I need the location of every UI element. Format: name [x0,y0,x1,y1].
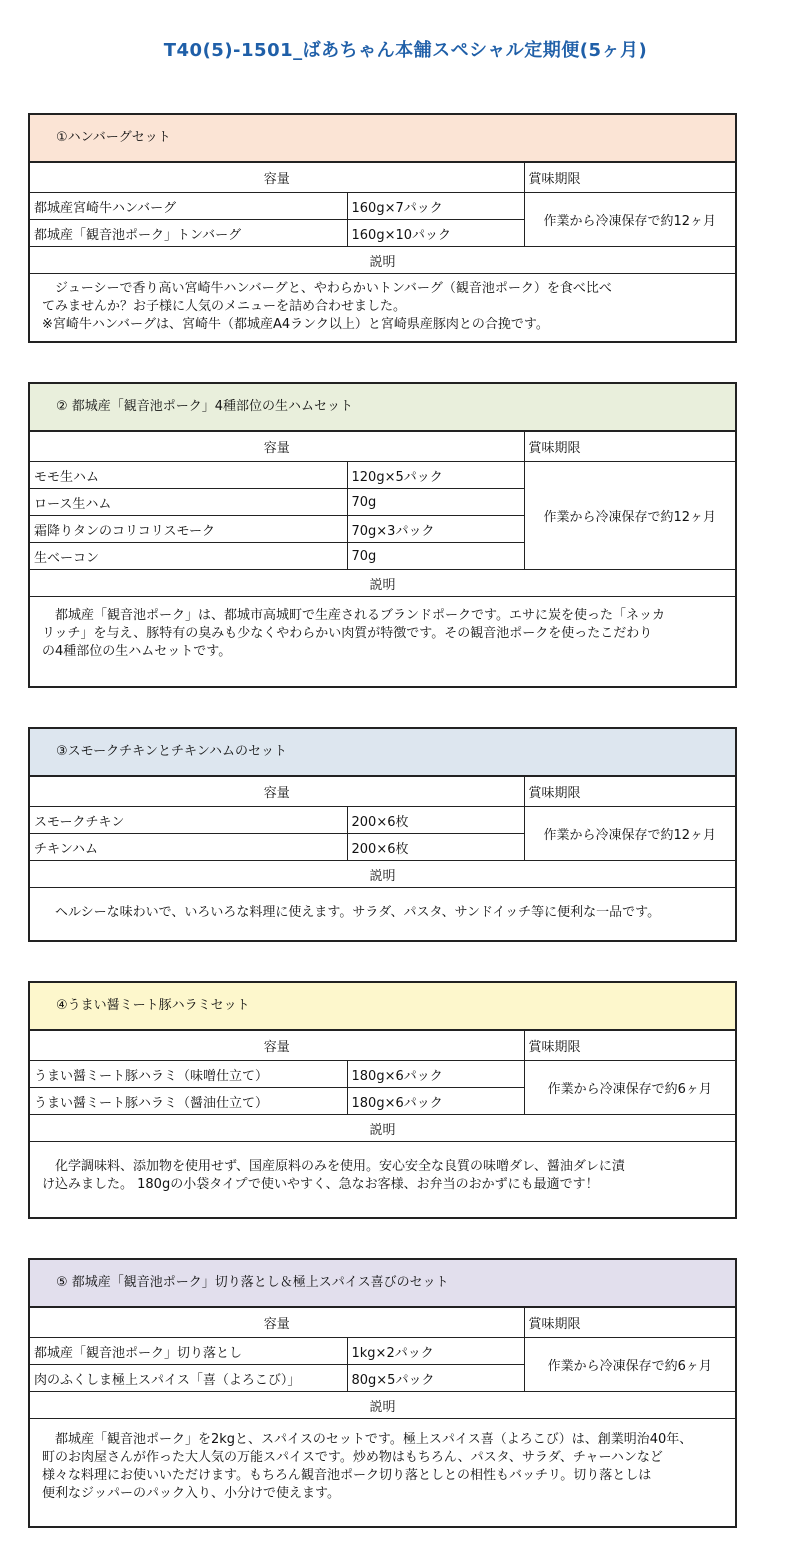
expiry-header: 賞味期限 [524,1031,735,1061]
table-row [30,193,735,220]
expiry-value: 作業から冷凍保存で約6ヶ月 [524,1338,735,1392]
item-name: ロース生ハム [30,489,347,516]
item-name: 都城産宮崎牛ハンバーグ [30,193,347,220]
expiry-value: 作業から冷凍保存で約12ヶ月 [524,807,735,861]
page-title: T40(5)-1501_ばあちゃん本舗スペシャル定期便(5ヶ月) [163,40,648,61]
capacity-header: 容量 [30,777,524,807]
section-heading: ①ハンバーグセット [30,115,735,162]
section-heading: ② 都城産「観音池ポーク」4種部位の生ハムセット [30,384,735,431]
item-name: チキンハム [30,834,347,861]
product-table [30,1307,735,1419]
section-heading: ④うまい醤ミート豚ハラミセット [30,983,735,1030]
description-header: 説明 [30,570,735,597]
item-name: 霜降りタンのコリコリスモーク [30,516,347,543]
item-amount: 70g×3パック [347,516,524,543]
product-table [30,1030,735,1142]
item-amount: 200×6枚 [347,807,524,834]
expiry-header: 賞味期限 [524,163,735,193]
item-name: うまい醤ミート豚ハラミ（味噌仕立て） [30,1061,347,1088]
item-name: モモ生ハム [30,462,347,489]
description-text: 都城産「観音池ポーク」は、都城市高城町で生産されるブランドポークです。エサに炭を使った「ネッカ リッチ」を与え、豚特有の臭みも少なくやわらかい肉質が特徴です。その観音池ポークを使ったこだわり の4種部位の生ハムセットです。 [42,608,665,659]
section-hamburg-set [28,113,737,343]
item-amount: 80g×5パック [347,1365,524,1392]
section-chicken-set [28,727,737,942]
section-namaham-set [28,382,737,688]
expiry-header: 賞味期限 [524,1308,735,1338]
section-kirioroshi-spice-set [28,1258,737,1528]
item-amount: 70g [347,489,524,516]
product-table [30,431,735,597]
expiry-header: 賞味期限 [524,777,735,807]
description-header: 説明 [30,247,735,274]
capacity-header: 容量 [30,1308,524,1338]
description-header: 説明 [30,1392,735,1419]
table-row [30,1061,735,1088]
description-text: 化学調味料、添加物を使用せず、国産原料のみを使用。安心安全な良質の味噌ダレ、醤油ダレに漬 け込みました。 180gの小袋タイプで使いやすく、急なお客様、お弁当のおかずにも最適です！ [42,1159,625,1192]
item-amount: 120g×5パック [347,462,524,489]
section-heading: ⑤ 都城産「観音池ポーク」切り落とし＆極上スパイス喜びのセット [30,1260,735,1307]
capacity-header: 容量 [30,432,524,462]
description-header: 説明 [30,1115,735,1142]
product-table [30,776,735,888]
item-amount: 70g [347,543,524,570]
item-amount: 180g×6パック [347,1061,524,1088]
item-name: 都城産「観音池ポーク」切り落とし [30,1338,347,1365]
item-amount: 180g×6パック [347,1088,524,1115]
item-amount: 160g×10パック [347,220,524,247]
item-amount: 1kg×2パック [347,1338,524,1365]
table-row [30,1338,735,1365]
item-name: うまい醤ミート豚ハラミ（醤油仕立て） [30,1088,347,1115]
expiry-value: 作業から冷凍保存で約12ヶ月 [524,193,735,247]
capacity-header: 容量 [30,163,524,193]
description-text: ヘルシーな味わいで、いろいろな料理に使えます。サラダ、パスタ、サンドイッチ等に便利な一品です。 [42,905,661,920]
description-text: 都城産「観音池ポーク」を2kgと、スパイスのセットです。極上スパイス喜（よろこび）は、創業明治40年、 町のお肉屋さんが作った大人気の万能スパイスです。炒め物はもちろん、パスタ、サラダ、チャーハンなど 様々な料理にお使いいただけます。もちろん観音池ポーク切り落としとの相性もバッチリ。切り落としは 便利なジッパーのパック入り、小分けで使えます。 [42,1432,693,1501]
capacity-header: 容量 [30,1031,524,1061]
expiry-value: 作業から冷凍保存で約6ヶ月 [524,1061,735,1115]
section-harami-set [28,981,737,1219]
item-amount: 200×6枚 [347,834,524,861]
description-text: ジューシーで香り高い宮崎牛ハンバーグと、やわらかいトンバーグ（観音池ポーク）を食べ比べ てみませんか？お子様に人気のメニューを詰め合わせました。 ※宮崎牛ハンバーグは、宮崎牛（都城産A4ランク以上）と宮崎県産豚肉との合挽です。 [42,281,612,332]
description-header: 説明 [30,861,735,888]
item-name: 肉のふくしま極上スパイス「喜（よろこび）」 [30,1365,347,1392]
item-name: 生ベーコン [30,543,347,570]
product-table [30,162,735,274]
section-heading: ③スモークチキンとチキンハムのセット [30,729,735,776]
table-row [30,807,735,834]
expiry-header: 賞味期限 [524,432,735,462]
expiry-value: 作業から冷凍保存で約12ヶ月 [524,462,735,570]
table-row [30,462,735,489]
item-amount: 160g×7パック [347,193,524,220]
item-name: 都城産「観音池ポーク」トンバーグ [30,220,347,247]
item-name: スモークチキン [30,807,347,834]
